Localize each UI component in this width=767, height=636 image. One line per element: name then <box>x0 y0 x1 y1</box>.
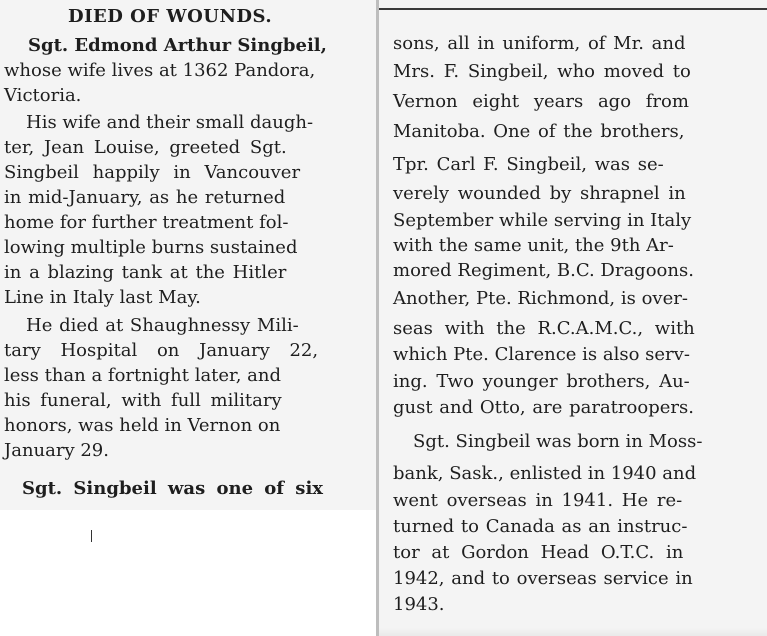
left-line: Line in Italy last May. <box>4 287 201 308</box>
left-line: home for further treatment fol- <box>4 212 289 233</box>
left-line: in mid-January, as he returned <box>4 187 286 208</box>
stray-mark <box>91 530 92 542</box>
right-line: gust and Otto, are paratroopers. <box>393 397 694 418</box>
left-line: ter, Jean Louise, greeted Sgt. <box>4 137 287 158</box>
right-line: seas with the R.C.A.M.C., with <box>393 318 695 339</box>
left-line: whose wife lives at 1362 Pandora, <box>4 60 316 81</box>
right-line: which Pte. Clarence is also serv- <box>393 344 690 365</box>
right-line: turned to Canada as an instruc- <box>393 516 688 537</box>
left-line: He died at Shaughnessy Mili- <box>26 315 299 336</box>
left-column <box>0 0 376 510</box>
left-line: Singbeil happily in Vancouver <box>4 162 301 183</box>
right-line: 1943. <box>393 594 445 615</box>
left-line: tary Hospital on January 22, <box>4 340 319 361</box>
left-line: Victoria. <box>4 85 82 106</box>
left-line: honors, was held in Vernon on <box>4 415 281 436</box>
right-line: went overseas in 1941. He re- <box>393 490 683 511</box>
right-column <box>379 0 767 636</box>
right-line: September while serving in Italy <box>393 210 692 231</box>
right-line: Vernon eight years ago from <box>393 91 689 112</box>
top-rule <box>379 8 767 10</box>
scan-edge <box>379 628 767 636</box>
right-line: Tpr. Carl F. Singbeil, was se- <box>393 154 664 175</box>
left-line: January 29. <box>4 440 109 461</box>
left-line: His wife and their small daugh- <box>26 112 314 133</box>
right-line: Sgt. Singbeil was born in Moss- <box>413 431 703 452</box>
right-line: tor at Gordon Head O.T.C. in <box>393 542 684 563</box>
right-line: 1942, and to overseas service in <box>393 568 693 589</box>
left-line: lowing multiple burns sustained <box>4 237 298 258</box>
right-line: Manitoba. One of the brothers, <box>393 121 685 142</box>
right-line: mored Regiment, B.C. Dragoons. <box>393 260 694 281</box>
headline: DIED OF WOUNDS. <box>68 6 273 27</box>
right-line: Mrs. F. Singbeil, who moved to <box>393 61 691 82</box>
left-line: his funeral, with full military <box>4 390 282 411</box>
right-line: verely wounded by shrapnel in <box>393 183 686 204</box>
left-line: less than a fortnight later, and <box>4 365 281 386</box>
right-line: Another, Pte. Richmond, is over- <box>393 288 688 309</box>
right-line: bank, Sask., enlisted in 1940 and <box>393 463 697 484</box>
right-line: ing. Two younger brothers, Au- <box>393 371 690 392</box>
left-line: in a blazing tank at the Hitler <box>4 262 287 283</box>
right-line: sons, all in uniform, of Mr. and <box>393 33 686 54</box>
name-line: Sgt. Edmond Arthur Singbeil, <box>28 35 327 56</box>
left-line-bold: Sgt. Singbeil was one of six <box>22 478 324 499</box>
right-line: with the same unit, the 9th Ar- <box>393 235 674 256</box>
